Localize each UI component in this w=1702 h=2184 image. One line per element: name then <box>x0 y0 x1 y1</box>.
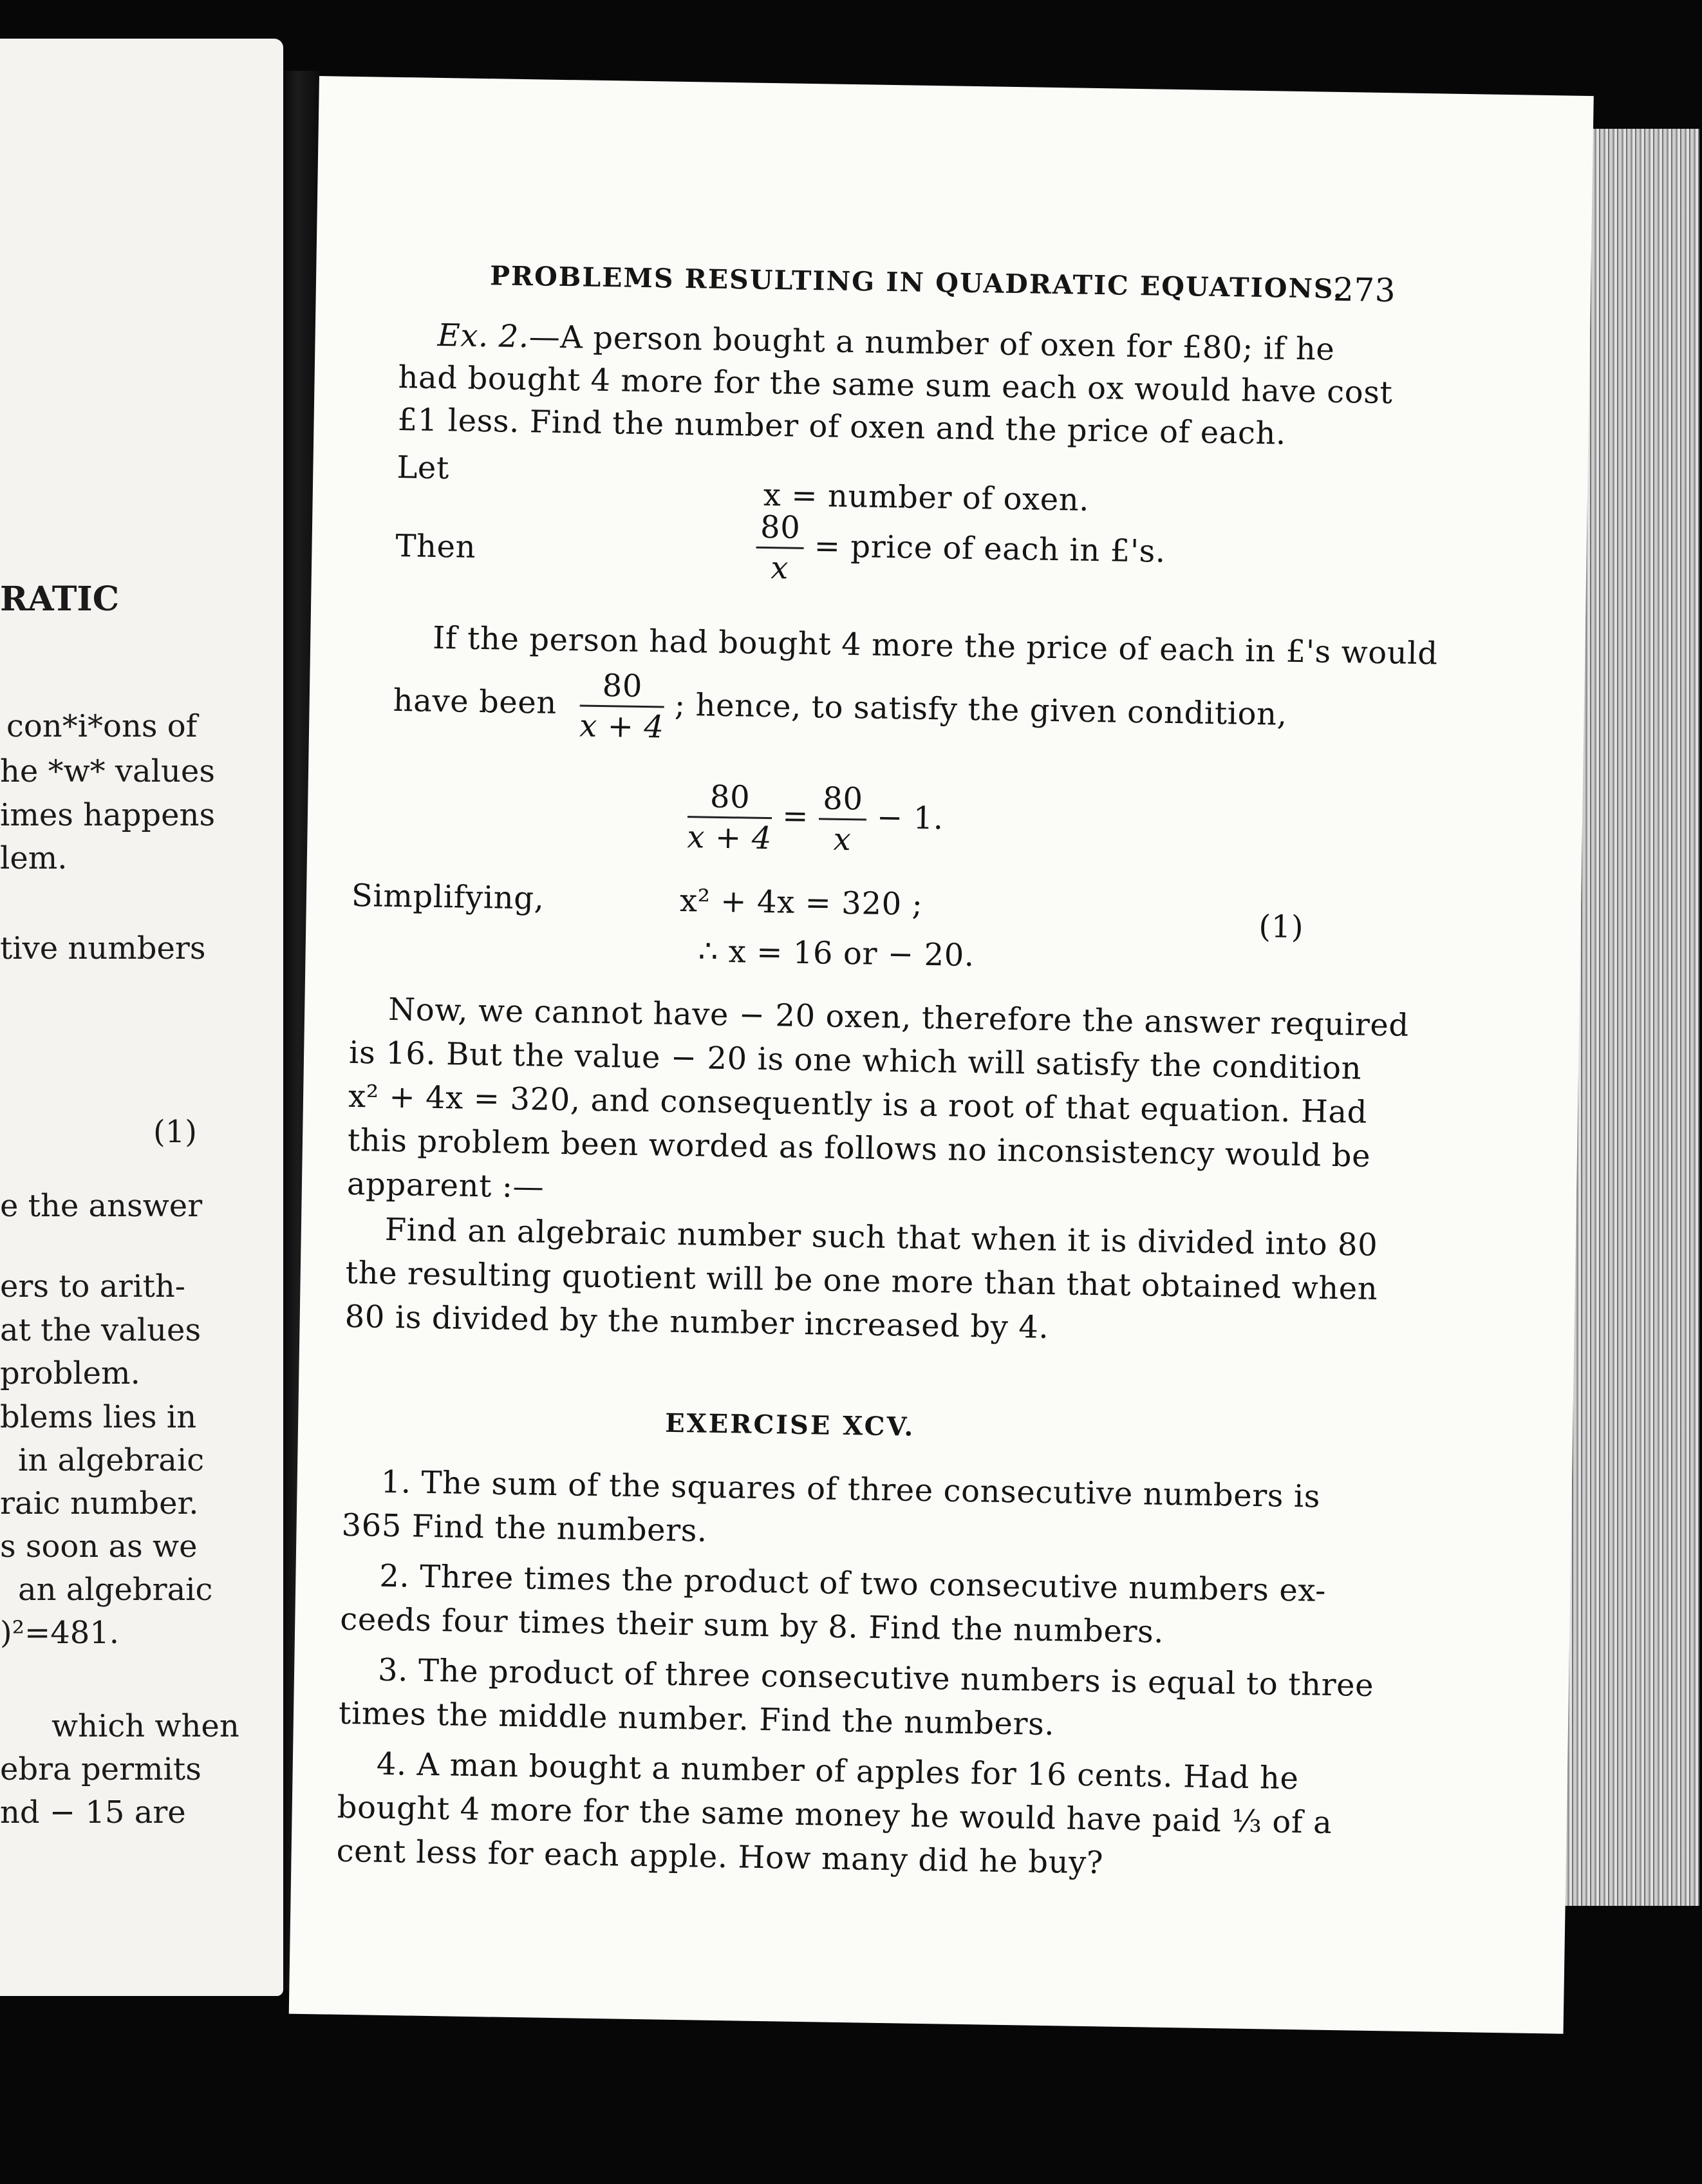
left-line: imes happens <box>0 797 216 833</box>
fraction-numerator: 80 <box>687 778 772 819</box>
exercise-line: 4. A man bought a number of apples for 16 cents. Had he <box>376 1746 1299 1797</box>
left-line: s soon as we <box>0 1529 198 1565</box>
main-equation <box>687 778 944 859</box>
discussion-line: apparent :— <box>346 1165 545 1205</box>
exercise-line: 3. The product of three consecutive numbers is equal to three <box>377 1652 1374 1704</box>
left-line: he *w* values <box>0 753 215 789</box>
left-line: an algebraic <box>18 1572 213 1608</box>
right-page <box>289 76 1594 2034</box>
exercise-line: 365 Find the numbers. <box>341 1507 708 1549</box>
let-equation: x = number of oxen. <box>763 476 1090 518</box>
exercise-line: bought 4 more for the same money he would have paid ⅓ of a <box>337 1789 1333 1841</box>
left-line: )²=481. <box>0 1615 120 1651</box>
left-line: ers to arith- <box>0 1268 186 1304</box>
simplified-equation: x² + 4x = 320 ; <box>679 882 923 923</box>
left-line: which when <box>51 1708 239 1744</box>
fraction-denominator: x + 4 <box>579 708 664 746</box>
have-been-text: have been <box>393 682 557 721</box>
left-line: nd − 15 are <box>0 1794 186 1831</box>
exercise-title: EXERCISE XCV. <box>664 1407 915 1442</box>
discussion-line: this problem been worded as follows no inconsistency would be <box>347 1122 1371 1174</box>
fraction-numerator: 80 <box>756 509 805 549</box>
fraction-numerator: 80 <box>580 667 665 708</box>
fraction-denominator: x + 4 <box>687 819 772 857</box>
then-word: Then <box>395 527 476 565</box>
right-fraction <box>818 780 867 858</box>
simplifying-word: Simplifying, <box>351 877 545 917</box>
fraction-denominator: x <box>833 821 852 858</box>
restated-line: Find an algebraic number such that when it is divided into 80 <box>384 1211 1378 1264</box>
have-been-rest: ; hence, to satisfy the given condition, <box>674 686 1287 733</box>
restated-line: the resulting quotient will be one more than that obtained when <box>345 1254 1378 1308</box>
equation-number: (1) <box>1258 908 1304 946</box>
discussion-line: is 16. But the value − 20 is one which will satisfy the condition <box>348 1034 1362 1087</box>
problem-line: —A person bought a number of oxen for £80; if he <box>528 319 1335 368</box>
left-fraction <box>687 778 772 856</box>
exercise-line: cent less for each apple. How many did he buy? <box>336 1832 1104 1881</box>
left-page <box>0 39 283 1996</box>
left-line: con*i*ons of <box>6 708 198 744</box>
problem-line: had bought 4 more for the same sum each ox would have cost <box>398 359 1393 411</box>
exercise-line: times the middle number. Find the numbers. <box>338 1695 1055 1743</box>
then-rest: = price of each in £'s. <box>814 528 1166 570</box>
then-fraction <box>756 509 805 587</box>
exercise-line: 1. The sum of the squares of three consecutive numbers is <box>380 1464 1321 1515</box>
discussion-line: x² + 4x = 320, and consequently is a root of that equation. Had <box>348 1078 1368 1131</box>
left-line: e the answer <box>0 1188 203 1224</box>
left-line: (1) <box>153 1114 197 1150</box>
problem-line: £1 less. Find the number of oxen and the price of each. <box>397 401 1287 452</box>
left-line: blems lies in <box>0 1399 197 1435</box>
left-line: tive numbers <box>0 930 206 966</box>
left-line: at the values <box>0 1312 201 1348</box>
page-number: 273 <box>1333 270 1396 310</box>
discussion-line: Now, we cannot have − 20 oxen, therefore the answer required <box>388 991 1410 1044</box>
condition-line: If the person had bought 4 more the price of each in £'s would <box>432 619 1439 672</box>
fraction-denominator: x <box>770 550 789 587</box>
left-line: problem. <box>0 1355 140 1391</box>
solution-equation: ∴ x = 16 or − 20. <box>698 933 975 974</box>
equals-sign: = <box>781 798 809 835</box>
left-line: in algebraic <box>18 1442 205 1478</box>
have-been-line <box>393 664 1288 755</box>
let-word: Let <box>397 449 450 487</box>
left-line: ebra permits <box>0 1751 201 1787</box>
then-equation <box>756 509 1166 592</box>
example-label: Ex. 2. <box>437 317 530 355</box>
left-heading-fragment: RATIC <box>0 579 120 619</box>
have-been-fraction <box>579 667 665 745</box>
left-line: lem. <box>0 840 68 876</box>
exercise-line: 2. Three times the product of two consecutive numbers ex- <box>379 1558 1327 1609</box>
fraction-numerator: 80 <box>819 780 867 820</box>
running-title: PROBLEMS RESULTING IN QUADRATIC EQUATIONS. <box>489 260 1344 305</box>
left-line: raic number. <box>0 1485 199 1521</box>
exercise-line: ceeds four times their sum by 8. Find the numbers. <box>339 1601 1164 1650</box>
equation-tail: − 1. <box>876 799 944 837</box>
restated-line: 80 is divided by the number increased by 4. <box>344 1298 1049 1346</box>
example-first-line <box>437 317 1384 368</box>
